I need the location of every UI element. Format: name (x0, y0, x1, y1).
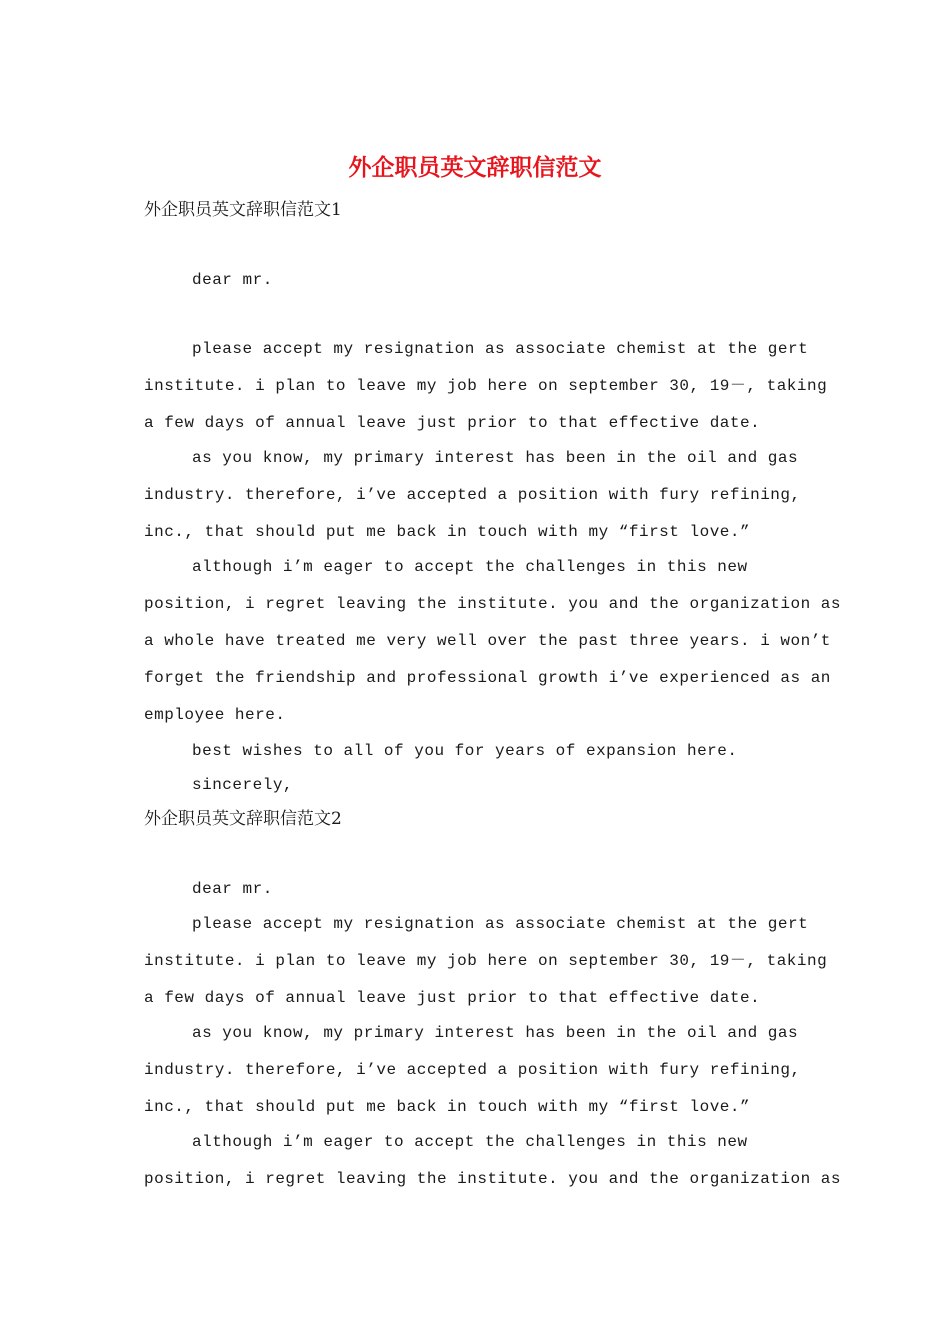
paragraph-line: please accept my resignation as associate chemist at the gert (192, 915, 809, 933)
paragraph-1 (144, 913, 828, 1009)
salutation-text: dear mr. (192, 271, 273, 289)
paragraph-line: position, i regret leaving the institute. you and the organization as (144, 1170, 842, 1188)
paragraph-line: industry. therefore, i’ve accepted a position with fury refining, (144, 1061, 801, 1079)
paragraph-line: as you know, my primary interest has been in the oil and gas (192, 449, 799, 467)
paragraph-line: institute. i plan to leave my job here on september 30, 19－, taking (144, 377, 828, 395)
paragraph-line: although i’m eager to accept the challenges in this new (192, 558, 748, 576)
paragraph-line: please accept my resignation as associate chemist at the gert (192, 340, 809, 358)
paragraph-line: inc., that should put me back in touch with my “first love.” (144, 1098, 751, 1116)
paragraph-line: institute. i plan to leave my job here on september 30, 19－, taking (144, 952, 828, 970)
paragraph-line: a few days of annual leave just prior to that effective date. (144, 989, 761, 1007)
paragraph-line: forget the friendship and professional growth i’ve experienced as an (144, 669, 831, 687)
paragraph-line: a whole have treated me very well over the past three years. i won’t (144, 632, 831, 650)
paragraph-4 (144, 740, 816, 762)
paragraph-3 (144, 1131, 842, 1190)
letter-salutation (144, 269, 816, 291)
letter-closing (144, 774, 816, 796)
letter-salutation (144, 878, 816, 900)
paragraph-line: although i’m eager to accept the challenges in this new (192, 1133, 748, 1151)
section-1 (144, 199, 816, 221)
section-heading: 外企职员英文辞职信范文1 (144, 200, 342, 220)
paragraph-1 (144, 338, 828, 434)
paragraph-line: as you know, my primary interest has been in the oil and gas (192, 1024, 799, 1042)
paragraph-line: best wishes to all of you for years of expansion here. (192, 742, 738, 760)
paragraph-line: industry. therefore, i’ve accepted a position with fury refining, (144, 486, 801, 504)
paragraph-3 (144, 556, 842, 726)
paragraph-line: inc., that should put me back in touch with my “first love.” (144, 523, 751, 541)
paragraph-line: position, i regret leaving the institute. you and the organization as (144, 595, 842, 613)
paragraph-line: employee here. (144, 706, 286, 724)
paragraph-line: a few days of annual leave just prior to that effective date. (144, 414, 761, 432)
section-heading: 外企职员英文辞职信范文2 (144, 809, 342, 829)
paragraph-2 (144, 1022, 816, 1118)
document-title: 外企职员英文辞职信范文 (348, 154, 602, 181)
paragraph-2 (144, 447, 816, 543)
closing-text: sincerely, (192, 776, 294, 794)
section-2 (144, 808, 816, 830)
salutation-text: dear mr. (192, 880, 273, 898)
